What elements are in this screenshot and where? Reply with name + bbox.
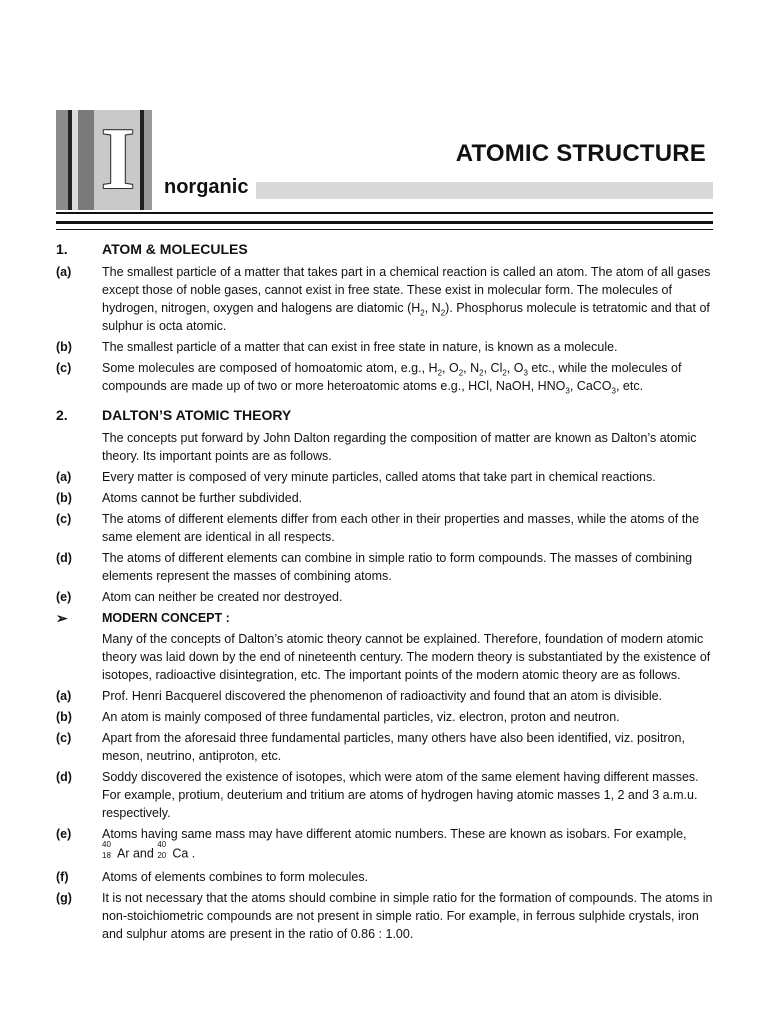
- section-intro: Many of the concepts of Dalton’s atomic theory cannot be explained. Therefore, foundation of modern atomic theory was laid down by the end of nineteenth century. The modern theory is substantiated by the existence of isotopes, radioactive disintegration, etc. The important points of the modern atomic theory are as follows.: [102, 632, 711, 682]
- page-title: ATOMIC STRUCTURE: [455, 140, 706, 167]
- divider: [56, 229, 713, 230]
- divider: [56, 212, 713, 214]
- arrow-bullet-icon: ➢: [56, 610, 68, 626]
- page-content: [56, 240, 713, 946]
- list-item: (b) Atoms cannot be further subdivided.: [56, 491, 303, 505]
- chapter-logo: [56, 110, 160, 210]
- section-heading-1: 1. ATOM & MOLECULES: [56, 241, 248, 257]
- list-item: (d) Soddy discovered the existence of isotopes, which were atom of the same element having different masses. For example, protium, deuterium and tritium are atoms of hydrogen having atomic masses 1, 2 and 3 a.m.u. respectively.: [56, 770, 699, 820]
- list-item: (a) Every matter is composed of very minute particles, called atoms that take part in chemical reactions.: [56, 470, 656, 484]
- list-item: (c) Some molecules are composed of homoatomic atom, e.g., $H_2$, $O_2$, $N_2$, $Cl_2$, $O_3$ etc., while the molecules of compounds are made up of two or more heteroatomic atoms e.g., HCl, NaOH, $HNO_3$, CaCO$_3$, etc.: [56, 361, 682, 396]
- section-intro: The concepts put forward by John Dalton regarding the composition of matter are known as Dalton’s atomic theory. Its important points are as follows.: [102, 431, 697, 463]
- list-item: (g) It is not necessary that the atoms should combine in simple ratio for the formation of compounds. The atoms in non-stoichiometric compounds are not present in simple ratio. For example, in ferrous sulphide crystals, iron and sulphur atoms are present in the ratio of 0.86 : 1.00.: [56, 891, 713, 941]
- isotope-notation-ar: 40 18: [102, 840, 111, 860]
- section-heading-2: 2. DALTON’S ATOMIC THEORY: [56, 407, 292, 423]
- list-item: (c) The atoms of different elements differ from each other in their properties and masses, while the atoms of the same element are identical in all respects.: [56, 512, 700, 544]
- title-band: [256, 182, 713, 199]
- chapter-tag-word: norganic: [164, 176, 249, 198]
- list-item: (a) The smallest particle of a matter that takes part in a chemical reaction is called an atom. The atom of all gases except those of noble gases, cannot exist in free state. These exist in molecular form. The molecules of hydrogen, nitrogen, oxygen and halogens are diatomic ($H_2$, $N_2$). Phosphorus molecule is tetratomic and that of sulphur is octa atomic.: [56, 265, 711, 333]
- list-item: (b) An atom is mainly composed of three fundamental particles, viz. electron, proton and neutron.: [56, 710, 620, 724]
- list-item: (b) The smallest particle of a matter that can exist in free state in nature, is known as a molecule.: [56, 340, 618, 354]
- list-item: (d) The atoms of different elements can combine in simple ratio to form compounds. The masses of combining elements represent the masses of combining atoms.: [56, 551, 693, 583]
- list-item: (c) Apart from the aforesaid three fundamental particles, many others have also been identified, viz. positron, meson, neutrino, antiproton, etc.: [56, 731, 685, 763]
- chapter-big-letter: I: [100, 111, 136, 208]
- list-item: (e) Atoms having same mass may have different atomic numbers. These are known as isobars. For example, 40 18 Ar and 40 20 Ca .: [56, 825, 713, 865]
- list-item: (f) Atoms of elements combines to form molecules.: [56, 870, 369, 884]
- divider: [56, 221, 713, 224]
- list-item: (a) Prof. Henri Bacquerel discovered the phenomenon of radioactivity and found that an atom is divisible.: [56, 689, 663, 703]
- isotope-notation-ca: 40 20: [157, 840, 167, 860]
- modern-concept-heading: ➢ MODERN CONCEPT :: [56, 610, 230, 626]
- list-item: (e) Atom can neither be created nor destroyed.: [56, 590, 343, 604]
